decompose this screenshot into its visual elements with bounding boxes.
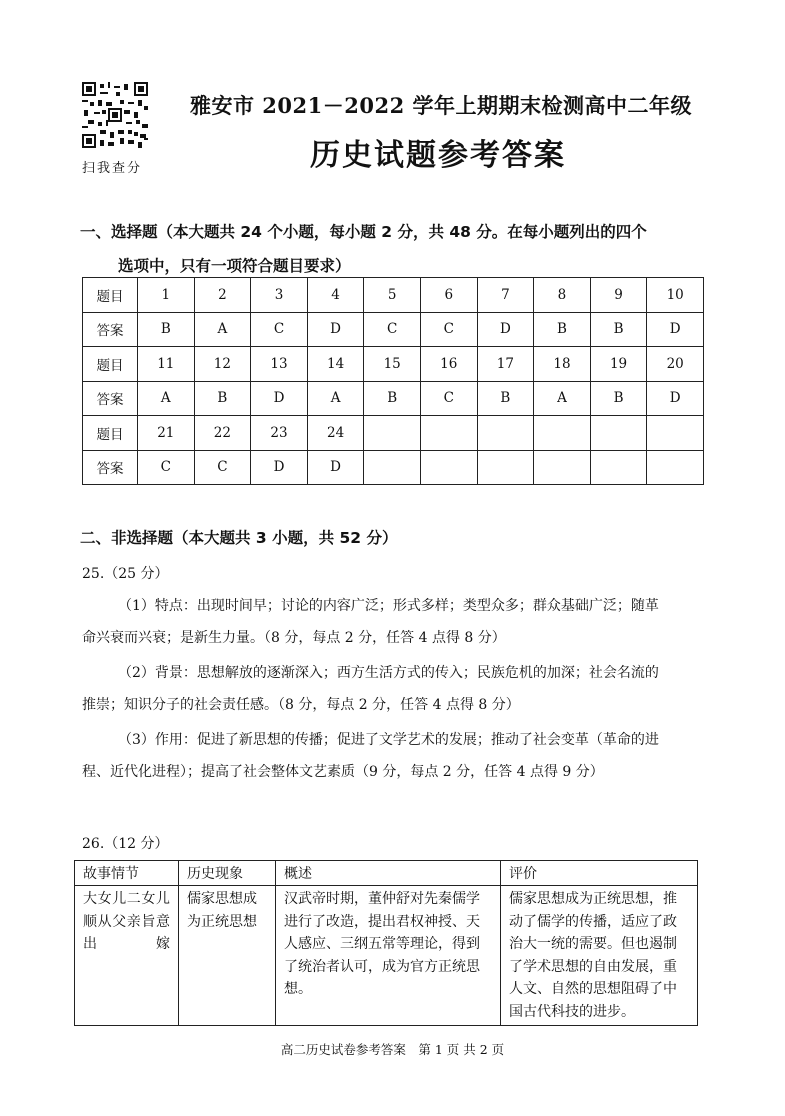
answer-cell — [420, 450, 477, 485]
answer-cell — [590, 450, 647, 485]
answer-cell: C — [420, 312, 477, 347]
answer-cell — [647, 450, 704, 485]
question-number — [477, 416, 534, 451]
q26-header-row — [75, 861, 698, 886]
answer-cell: B — [590, 381, 647, 416]
q25-label: 25.（25 分） — [82, 566, 169, 582]
answer-row — [83, 381, 704, 416]
overview-cell: 汉武帝时期，董仲舒对先秦儒学进行了改造，提出君权神授、天人感应、三纲五常等理论，得到了统治者认可，成为官方正统思想。 — [276, 886, 501, 1026]
answer-cell — [364, 450, 421, 485]
row-label: 题目 — [83, 347, 138, 382]
question-number: 18 — [534, 347, 591, 382]
q25-part2-line2: 推崇；知识分子的社会责任感。（8 分，每点 2 分，任答 4 点得 8 分） — [82, 697, 520, 713]
qr-code — [82, 82, 148, 148]
question-number: 14 — [307, 347, 364, 382]
q26-row — [75, 886, 698, 1026]
page-title: 历史试题参考答案 — [310, 138, 566, 173]
question-row — [83, 278, 704, 313]
answer-cell: A — [534, 381, 591, 416]
question-number: 8 — [534, 278, 591, 313]
q25-part1 — [82, 590, 704, 654]
col-header-phenomenon: 历史现象 — [179, 861, 276, 886]
question-number: 11 — [138, 347, 195, 382]
qr-caption: 扫我查分 — [82, 161, 143, 176]
question-number: 9 — [590, 278, 647, 313]
phenomenon-cell: 儒家思想成为正统思想 — [179, 886, 276, 1026]
q25-part2 — [82, 657, 704, 721]
answer-table — [82, 277, 704, 485]
answer-cell: D — [251, 381, 308, 416]
answer-cell: D — [647, 312, 704, 347]
q25-part3 — [82, 724, 704, 788]
question-number: 19 — [590, 347, 647, 382]
answer-cell: D — [307, 312, 364, 347]
answer-cell: B — [364, 381, 421, 416]
section1-heading — [80, 215, 720, 283]
answer-cell: B — [534, 312, 591, 347]
evaluation-cell: 儒家思想成为正统思想，推动了儒学的传播，适应了政治大一统的需要。但也遏制了学术思想的自由发展，重人文、自然的思想阻碍了中国古代科技的进步。 — [501, 886, 698, 1026]
row-label: 题目 — [83, 278, 138, 313]
col-header-story: 故事情节 — [75, 861, 179, 886]
question-number — [590, 416, 647, 451]
q25-part3-line1: （3）作用：促进了新思想的传播；促进了文学艺术的发展；推动了社会变革（革命的进 — [118, 732, 659, 748]
answer-cell: C — [194, 450, 251, 485]
q25-part1-line2: 命兴衰而兴衰；是新生力量。（8 分，每点 2 分，任答 4 点得 8 分） — [82, 630, 506, 646]
question-number: 12 — [194, 347, 251, 382]
section2-heading: 二、非选择题（本大题共 3 小题，共 52 分） — [80, 529, 398, 547]
row-label: 答案 — [83, 381, 138, 416]
answer-cell: B — [194, 381, 251, 416]
answer-cell: D — [251, 450, 308, 485]
page-footer: 高二历史试卷参考答案 第 1 页 共 2 页 — [280, 1042, 505, 1057]
question-number — [534, 416, 591, 451]
answer-cell: C — [138, 450, 195, 485]
question-number: 20 — [647, 347, 704, 382]
answer-cell: C — [420, 381, 477, 416]
col-header-evaluation: 评价 — [501, 861, 698, 886]
answer-cell: D — [647, 381, 704, 416]
answer-row — [83, 450, 704, 485]
question-number: 15 — [364, 347, 421, 382]
answer-cell: C — [251, 312, 308, 347]
question-number: 22 — [194, 416, 251, 451]
row-label: 答案 — [83, 312, 138, 347]
row-label: 答案 — [83, 450, 138, 485]
col-header-overview: 概述 — [276, 861, 501, 886]
question-number — [420, 416, 477, 451]
answer-cell: B — [477, 381, 534, 416]
question-number: 13 — [251, 347, 308, 382]
answer-cell: D — [477, 312, 534, 347]
question-number: 3 — [251, 278, 308, 313]
question-number: 10 — [647, 278, 704, 313]
q25-part2-line1: （2）背景：思想解放的逐渐深入；西方生活方式的传入；民族危机的加深；社会名流的 — [118, 665, 659, 681]
answer-cell — [534, 450, 591, 485]
question-number: 16 — [420, 347, 477, 382]
answer-cell: D — [307, 450, 364, 485]
answer-cell — [477, 450, 534, 485]
question-number: 23 — [251, 416, 308, 451]
question-number: 4 — [307, 278, 364, 313]
question-row — [83, 416, 704, 451]
question-number: 5 — [364, 278, 421, 313]
row-label: 题目 — [83, 416, 138, 451]
question-number: 24 — [307, 416, 364, 451]
section1-heading-line1: 一、选择题（本大题共 24 个小题，每小题 2 分，共 48 分。在每小题列出的四个 — [80, 223, 647, 241]
story-cell: 大女儿二女儿顺从父亲旨意出嫁 — [75, 886, 179, 1026]
question-number: 6 — [420, 278, 477, 313]
question-number — [647, 416, 704, 451]
answer-cell: A — [194, 312, 251, 347]
question-row — [83, 347, 704, 382]
answer-cell: A — [138, 381, 195, 416]
answer-cell: C — [364, 312, 421, 347]
q25-part1-line1: （1）特点：出现时间早；讨论的内容广泛；形式多样；类型众多；群众基础广泛；随革 — [118, 598, 659, 614]
answer-cell: B — [138, 312, 195, 347]
question-number: 17 — [477, 347, 534, 382]
question-number: 21 — [138, 416, 195, 451]
question-number: 7 — [477, 278, 534, 313]
answer-row — [83, 312, 704, 347]
answer-cell: B — [590, 312, 647, 347]
question-number: 2 — [194, 278, 251, 313]
section1-heading-line2: 选项中，只有一项符合题目要求） — [118, 257, 351, 275]
q25-part3-line2: 程、近代化进程）；提高了社会整体文艺素质（9 分，每点 2 分，任答 4 点得 9 分） — [82, 764, 604, 780]
q26-table — [74, 860, 698, 1026]
answer-cell: A — [307, 381, 364, 416]
question-number — [364, 416, 421, 451]
q26-label: 26.（12 分） — [82, 836, 169, 852]
question-number: 1 — [138, 278, 195, 313]
exam-subtitle: 雅安市 2021－2022 学年上期期末检测高中二年级 — [190, 93, 693, 118]
